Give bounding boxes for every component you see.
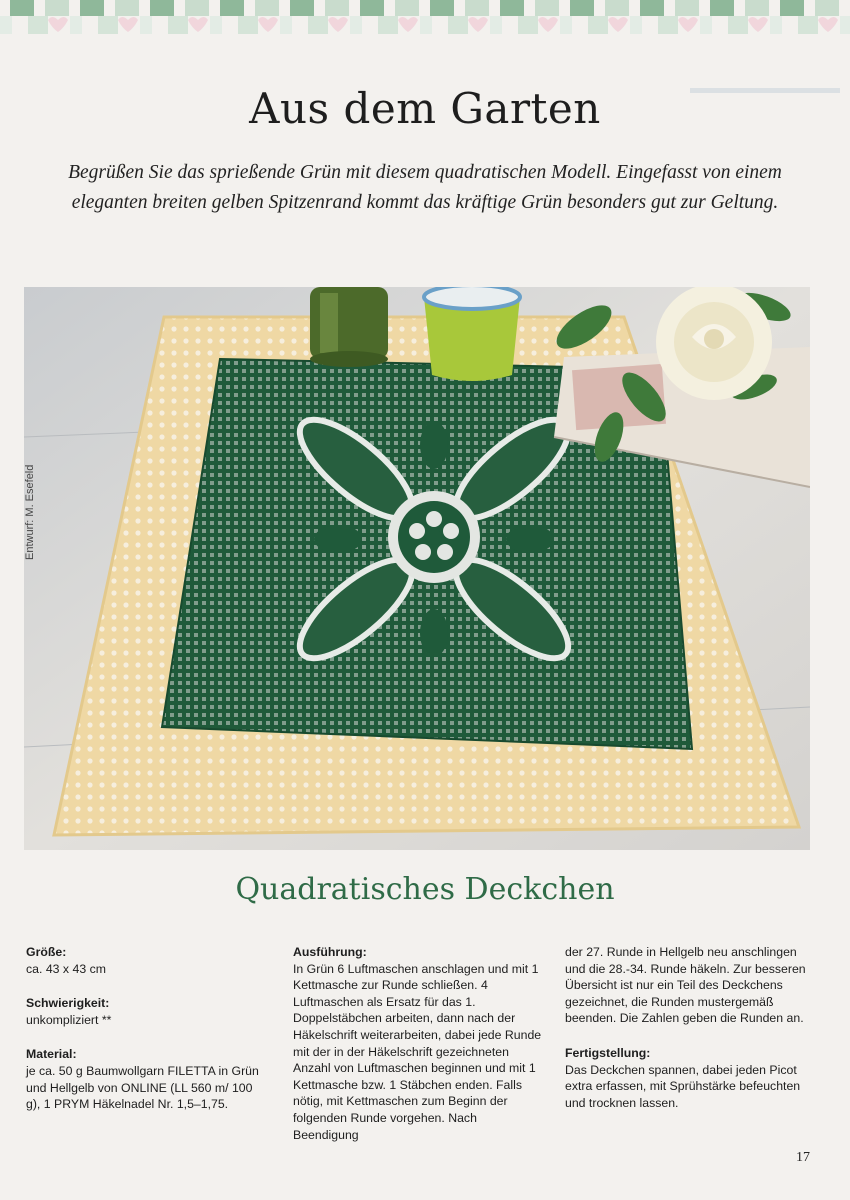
- instructions-continued-column: [565, 944, 815, 1111]
- project-title: Quadratisches Deckchen: [235, 872, 615, 907]
- intro-text: Begrüßen Sie das sprießende Grün mit diesem quadratischen Modell. Eingefasst von einem eleganten breiten gelben Spitzenrand kommt das kräftige Grün besonders gut zur Geltung.: [68, 162, 782, 213]
- decorative-top-border: [0, 0, 850, 40]
- material-value: je ca. 50 g Baumwollgarn FILETTA in Grün und Hellgelb von ONLINE (LL 560 m/ 100 g), 1 PRYM Häkelnadel Nr. 1,5–1,75.: [26, 1063, 259, 1112]
- design-credit: Entwurf: M. Esefeld: [24, 464, 36, 560]
- material-label: Material:: [26, 1047, 77, 1062]
- instructions-continued-text: der 27. Runde in Hellgelb neu anschlingen und die 28.-34. Runde häkeln. Zur besseren Übersicht ist nur ein Teil des Deckchens gezeichnet, die Runden mustergemäß beenden. Die Zahlen geben die Runden an.: [565, 945, 806, 1026]
- page-number: 17: [796, 1150, 810, 1165]
- difficulty-value: unkompliziert **: [26, 1012, 112, 1027]
- page-title: Aus dem Garten: [249, 84, 601, 133]
- finishing-text: Das Deckchen spannen, dabei jeden Picot extra erfassen, mit Sprühstärke befeuchten und trocknen lassen.: [565, 1062, 801, 1110]
- size-value: ca. 43 x 43 cm: [26, 961, 106, 976]
- finishing-label: Fertigstellung:: [565, 1045, 651, 1060]
- difficulty-label: Schwierigkeit:: [26, 996, 110, 1011]
- instructions-label: Ausführung:: [293, 945, 367, 959]
- specs-column: [26, 944, 266, 1131]
- size-label: Größe:: [26, 945, 67, 959]
- doily-photo: [24, 287, 810, 850]
- instructions-column: [293, 944, 543, 1143]
- instructions-text: In Grün 6 Luftmaschen anschlagen und mit 1 Kettmasche zur Runde schließen. 4 Luftmaschen als Ersatz für das 1. Doppelstäbchen arbeiten, dann nach der Häkelschrift weiterarbeiten, dabei jede Runde mit der in der Häkelschrift gezeichneten Anzahl von Luftmaschen beginnen und mit 1 Kettmasche bzw. 1 Stäbchen enden. Falls nötig, mit Kettmaschen zum Beginn der folgenden Runde vorgehen. Nach Beendigung: [293, 961, 542, 1142]
